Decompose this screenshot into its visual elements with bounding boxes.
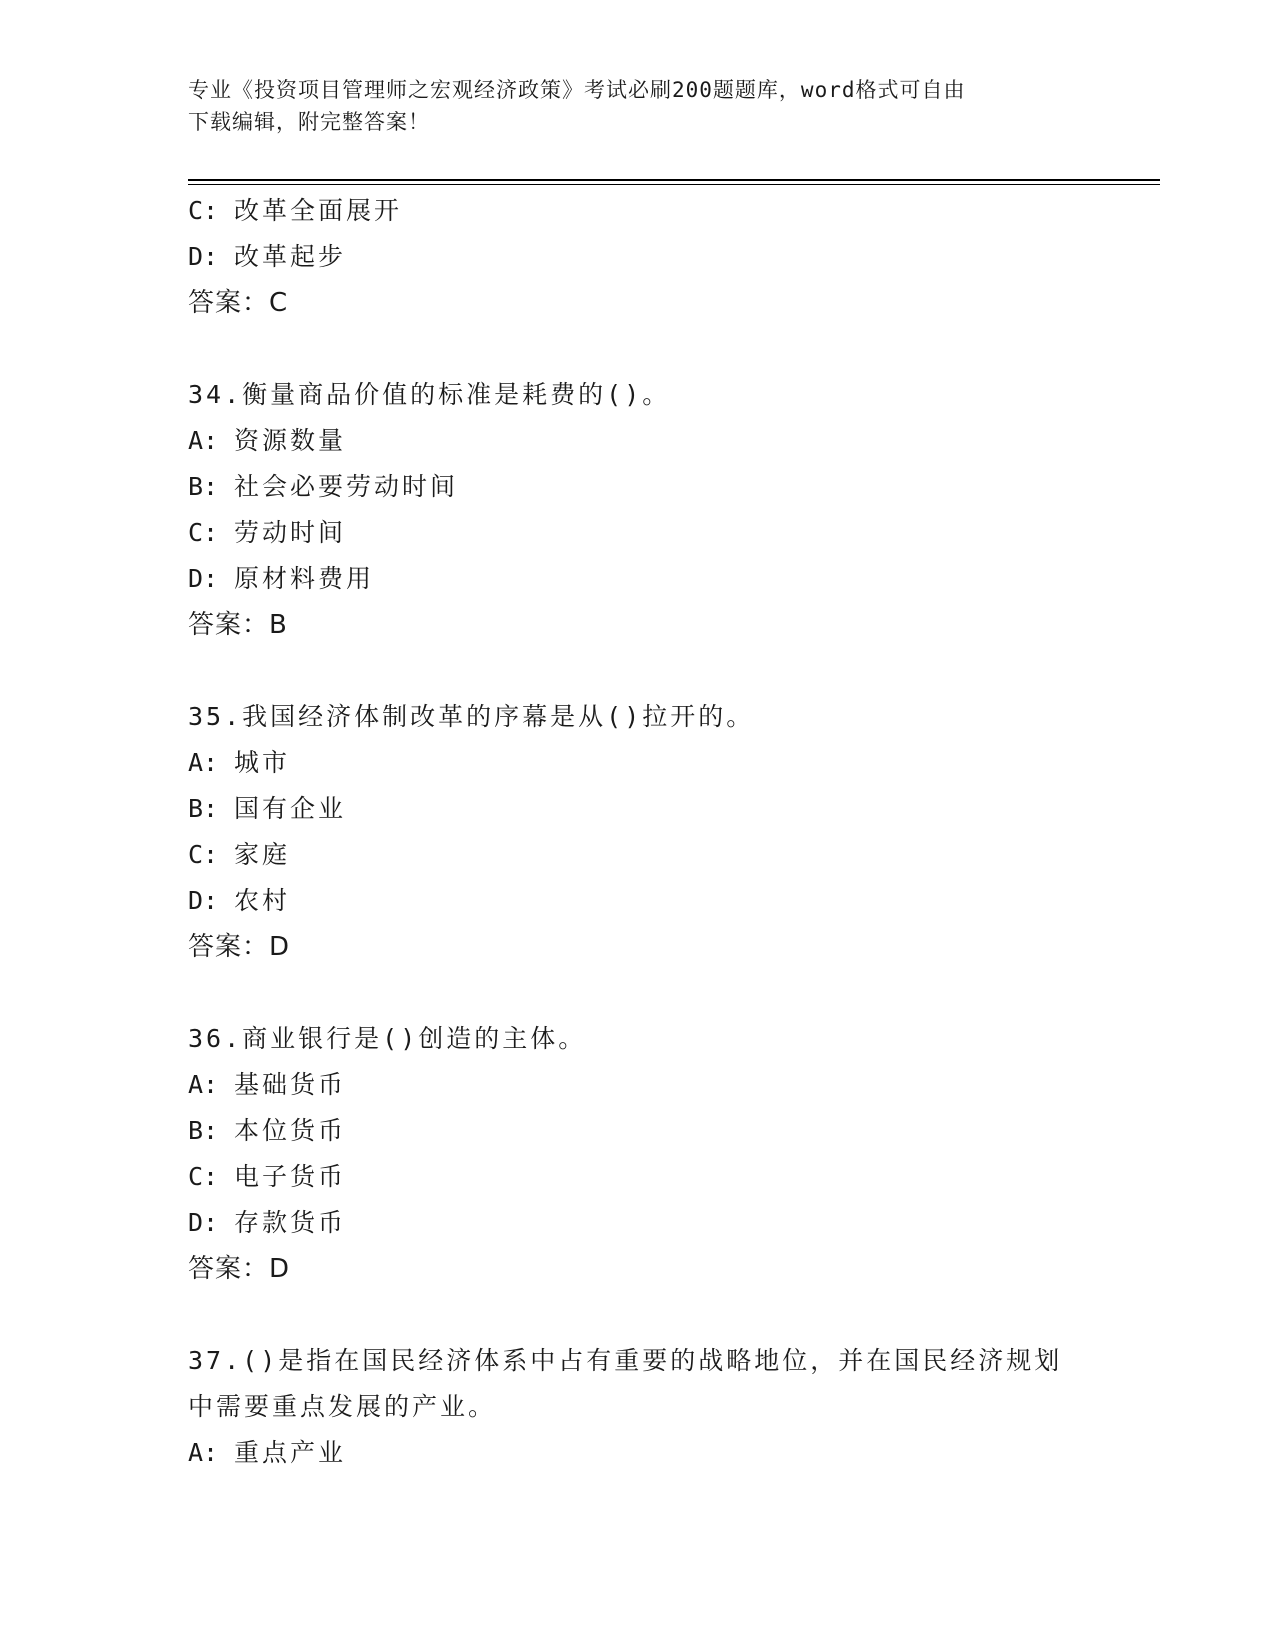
option-key: B:: [188, 472, 219, 501]
option-key: A:: [188, 1070, 219, 1099]
option-b: [188, 1108, 1148, 1154]
option-key: A:: [188, 1438, 219, 1467]
option-a: [188, 740, 1148, 786]
option-key: A:: [188, 748, 219, 777]
option-a: [188, 1062, 1148, 1108]
option-key: C:: [188, 1162, 219, 1191]
question-stem-line-1: 37.()是指在国民经济体系中占有重要的战略地位，并在国民经济规划: [188, 1346, 1063, 1375]
option-key: B:: [188, 1116, 219, 1145]
option-key: D:: [188, 886, 219, 915]
spacer: [188, 1292, 1148, 1338]
question-stem: 36.商业银行是()创造的主体。: [188, 1024, 587, 1053]
option-c: [188, 188, 1148, 234]
option-text: 社会必要劳动时间: [234, 472, 459, 501]
question-36: [188, 1016, 1148, 1292]
question-stem-line-2: 中需要重点发展的产业。: [188, 1392, 497, 1421]
option-text: 劳动时间: [234, 518, 347, 547]
header-line-2: 下载编辑，附完整答案！: [188, 110, 430, 134]
option-text: 资源数量: [234, 426, 347, 455]
spacer: [188, 326, 1148, 372]
option-c: [188, 1154, 1148, 1200]
option-c: [188, 510, 1148, 556]
option-d: [188, 878, 1148, 924]
option-key: B:: [188, 794, 219, 823]
document-header: [188, 74, 1088, 138]
option-d: [188, 1200, 1148, 1246]
question-37: [188, 1338, 1148, 1476]
option-b: [188, 464, 1148, 510]
option-text: 电子货币: [234, 1162, 347, 1191]
option-text: 重点产业: [234, 1438, 347, 1467]
spacer: [188, 648, 1148, 694]
header-rule-thick: [188, 179, 1160, 181]
option-d: [188, 234, 1148, 280]
option-a: [188, 418, 1148, 464]
option-text: 改革全面展开: [234, 196, 403, 225]
question-stem: [188, 1338, 1088, 1430]
option-key: D:: [188, 564, 219, 593]
answer-line: 答案：D: [188, 1254, 291, 1284]
option-text: 改革起步: [234, 242, 347, 271]
option-c: [188, 832, 1148, 878]
option-b: [188, 786, 1148, 832]
option-key: D:: [188, 1208, 219, 1237]
option-text: 农村: [234, 886, 291, 915]
answer-line: 答案：C: [188, 288, 289, 318]
header-line-1: 专业《投资项目管理师之宏观经济政策》考试必刷200题题库，word格式可自由: [188, 78, 966, 102]
option-text: 家庭: [234, 840, 291, 869]
option-text: 原材料费用: [234, 564, 375, 593]
option-key: C:: [188, 518, 219, 547]
option-key: C:: [188, 840, 219, 869]
option-text: 基础货币: [234, 1070, 347, 1099]
option-text: 存款货币: [234, 1208, 347, 1237]
question-33-continued: [188, 188, 1148, 326]
option-a: [188, 1430, 1148, 1476]
option-text: 本位货币: [234, 1116, 347, 1145]
option-text: 城市: [234, 748, 291, 777]
question-stem: 35.我国经济体制改革的序幕是从()拉开的。: [188, 702, 755, 731]
header-rule-thin: [188, 184, 1160, 185]
spacer: [188, 970, 1148, 1016]
option-key: C:: [188, 196, 219, 225]
option-d: [188, 556, 1148, 602]
question-stem: 34.衡量商品价值的标准是耗费的()。: [188, 380, 671, 409]
question-list: [188, 188, 1148, 1476]
question-35: [188, 694, 1148, 970]
option-key: D:: [188, 242, 219, 271]
answer-line: 答案：D: [188, 932, 291, 962]
answer-line: 答案：B: [188, 610, 288, 640]
option-key: A:: [188, 426, 219, 455]
question-34: [188, 372, 1148, 648]
option-text: 国有企业: [234, 794, 347, 823]
